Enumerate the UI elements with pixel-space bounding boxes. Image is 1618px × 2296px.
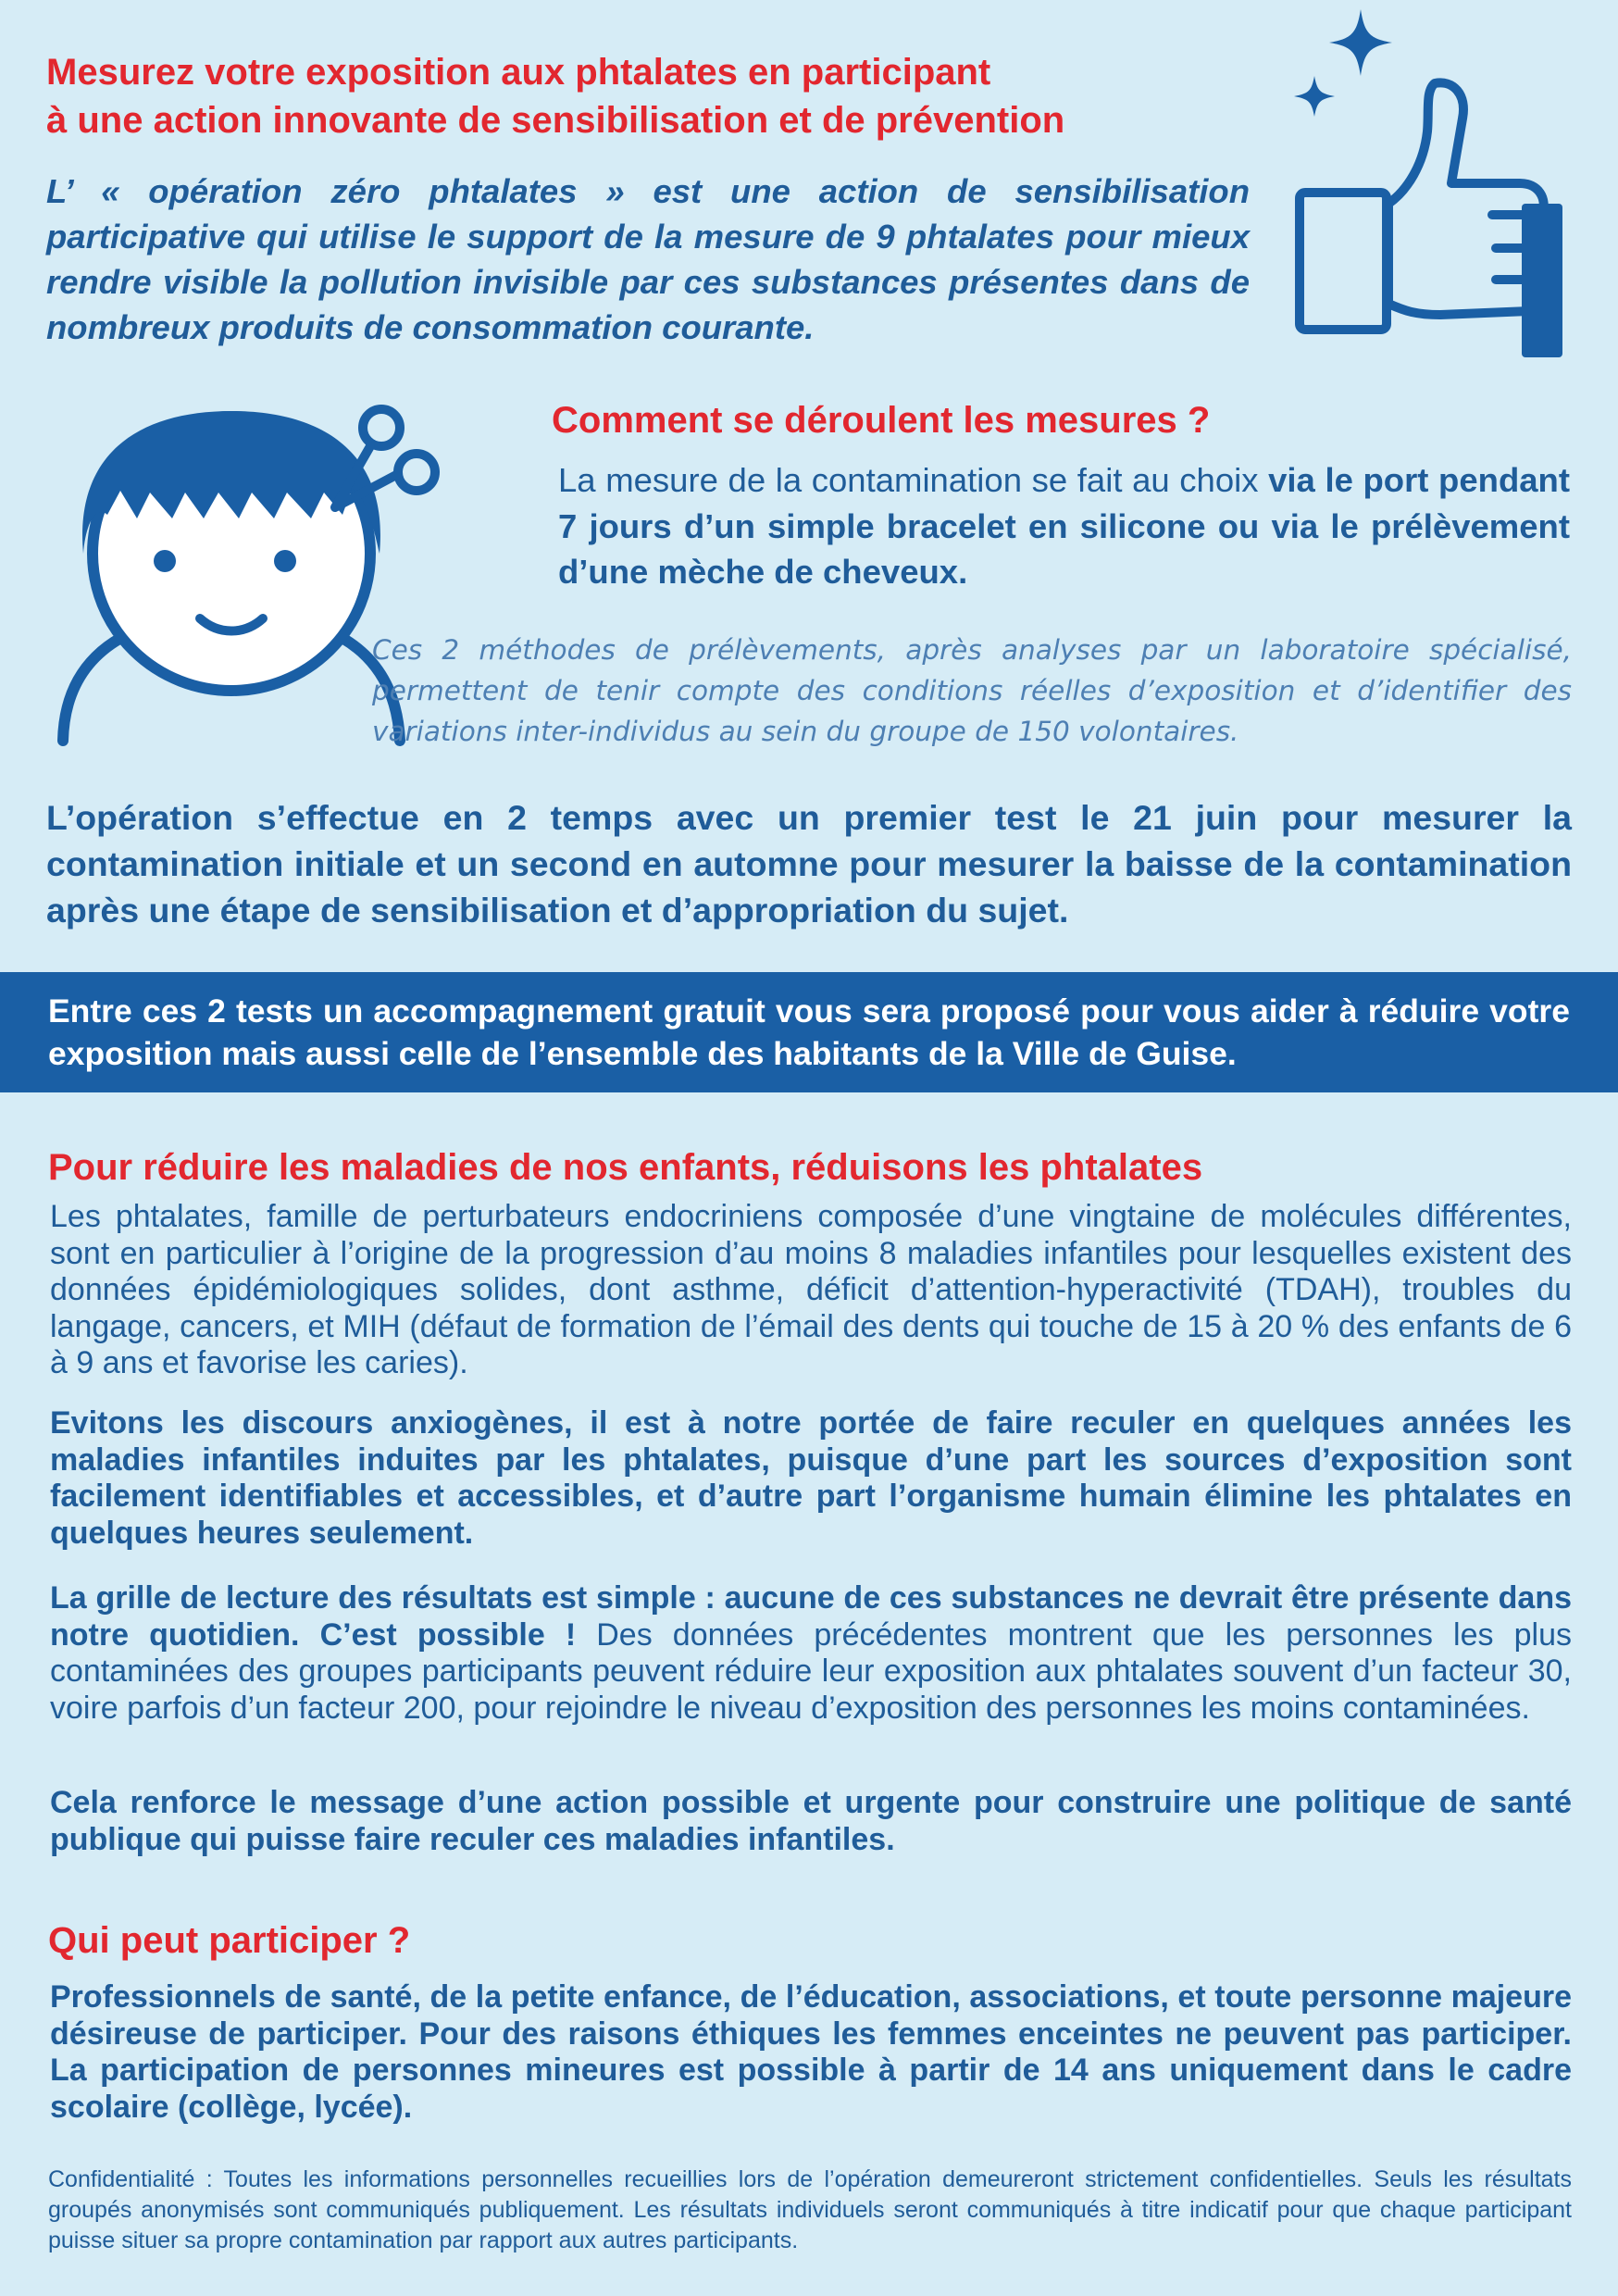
operation-paragraph: L’opération s’effectue en 2 temps avec un premier test le 21 juin pour mesurer la contamination initiale et un second en automne pour mesurer la baisse de la contamination après une étape de sensibilisation et d’appropriation du sujet.	[46, 798, 1572, 930]
confidentiality-note: Confidentialité : Toutes les informations personnelles recueillies lors de l’opération demeureront strictement confidentielles. Seuls les résultats groupés anonymisés sont communiqués publiquement. Les résultats individuels seront communiqués à titre indicatif pour que chaque participant puisse situer sa propre contamination par rapport aux autres participants.	[48, 2166, 1572, 2253]
how-paragraph	[558, 457, 1570, 595]
reduce-paragraph-4: Cela renforce le message d’une action possible et urgente pour construire une politique de santé publique qui puisse faire reculer ces maladies infantiles.	[50, 1785, 1572, 1857]
who-paragraph: Professionnels de santé, de la petite enfance, de l’éducation, associations, et toute personne majeure désireuse de participer. Pour des raisons éthiques les femmes enceintes ne peuvent pas participer. La participation de personnes mineures est possible à partir de 14 ans uniquement dans le cadre scolaire (collège, lycée).	[50, 1979, 1572, 2125]
how-title: Comment se déroulent les mesures ?	[552, 400, 1211, 441]
highlight-band-text: Entre ces 2 tests un accompagnement gratuit vous sera proposé pour vous aider à réduire votre exposition mais aussi celle de l’ensemble des habitants de la Ville de Guise.	[48, 992, 1570, 1072]
page-title	[46, 48, 1268, 144]
title-line-2: à une action innovante de sensibilisation et de prévention	[46, 100, 1065, 141]
how-text-plain: La mesure de la contamination se fait au choix	[558, 461, 1269, 499]
reduce-paragraph-2: Evitons les discours anxiogènes, il est à notre portée de faire reculer en quelques années les maladies infantiles induites par les phtalates, puisque d’une part les sources d’exposition sont facilement identifiables et accessibles, et d’autre part l’organisme humain élimine les phtalates en quelques heures seulement.	[50, 1405, 1572, 1551]
sparkle-large-icon	[1329, 9, 1392, 76]
how-text-bold: via le port pendant 7 jours d’un simple bracelet en silicone ou via le prélèvement d’une mèche de cheveux.	[558, 461, 1570, 591]
who-title: Qui peut participer ?	[48, 1920, 411, 1961]
reduce-title: Pour réduire les maladies de nos enfants, réduisons les phtalates	[48, 1147, 1203, 1188]
reduce-paragraph-3	[50, 1580, 1572, 1727]
reduce-p3-plain: Des données précédentes montrent que les personnes les plus contaminées des groupes participants peuvent réduire leur exposition aux phtalates souvent d’un facteur 30, voire parfois d’un facteur 200, pour rejoindre le niveau d’exposition des personnes les moins contaminées.	[50, 1616, 1572, 1726]
intro-paragraph: L’ « opération zéro phtalates » est une action de sensibilisation participative qui utilise le support de la mesure de 9 phtalates pour mieux rendre visible la pollution invisible par ces substances présentes dans de nombreux produits de consommation courante.	[46, 172, 1250, 346]
title-line-1: Mesurez votre exposition aux phtalates en participant	[46, 52, 991, 93]
methods-paragraph: Ces 2 méthodes de prélèvements, après analyses par un laboratoire spécialisé, permettent de tenir compte des conditions réelles d’exposition et d’identifier des variations inter-individus au sein du groupe de 150 volontaires.	[372, 634, 1572, 747]
thumbs-up-icon	[1277, 9, 1592, 361]
sparkle-small-icon	[1294, 76, 1335, 117]
reduce-p3-bold: La grille de lecture des résultats est simple : aucune de ces substances ne devrait être présente dans notre quotidien. C’est possible !	[50, 1580, 1572, 1653]
reduce-paragraph-1: Les phtalates, famille de perturbateurs endocriniens composée d’une vingtaine de molécules différentes, sont en particulier à l’origine de la progression d’au moins 8 maladies infantiles pour lesquelles existent des données épidémiologiques solides, dont asthme, déficit d’attention-hyperactivité (TDAH), troubles du langage, cancers, et MIH (défaut de formation de l’émail des dents qui touche de 15 à 20 % des enfants de 6 à 9 ans et favorise les caries).	[50, 1199, 1572, 1381]
